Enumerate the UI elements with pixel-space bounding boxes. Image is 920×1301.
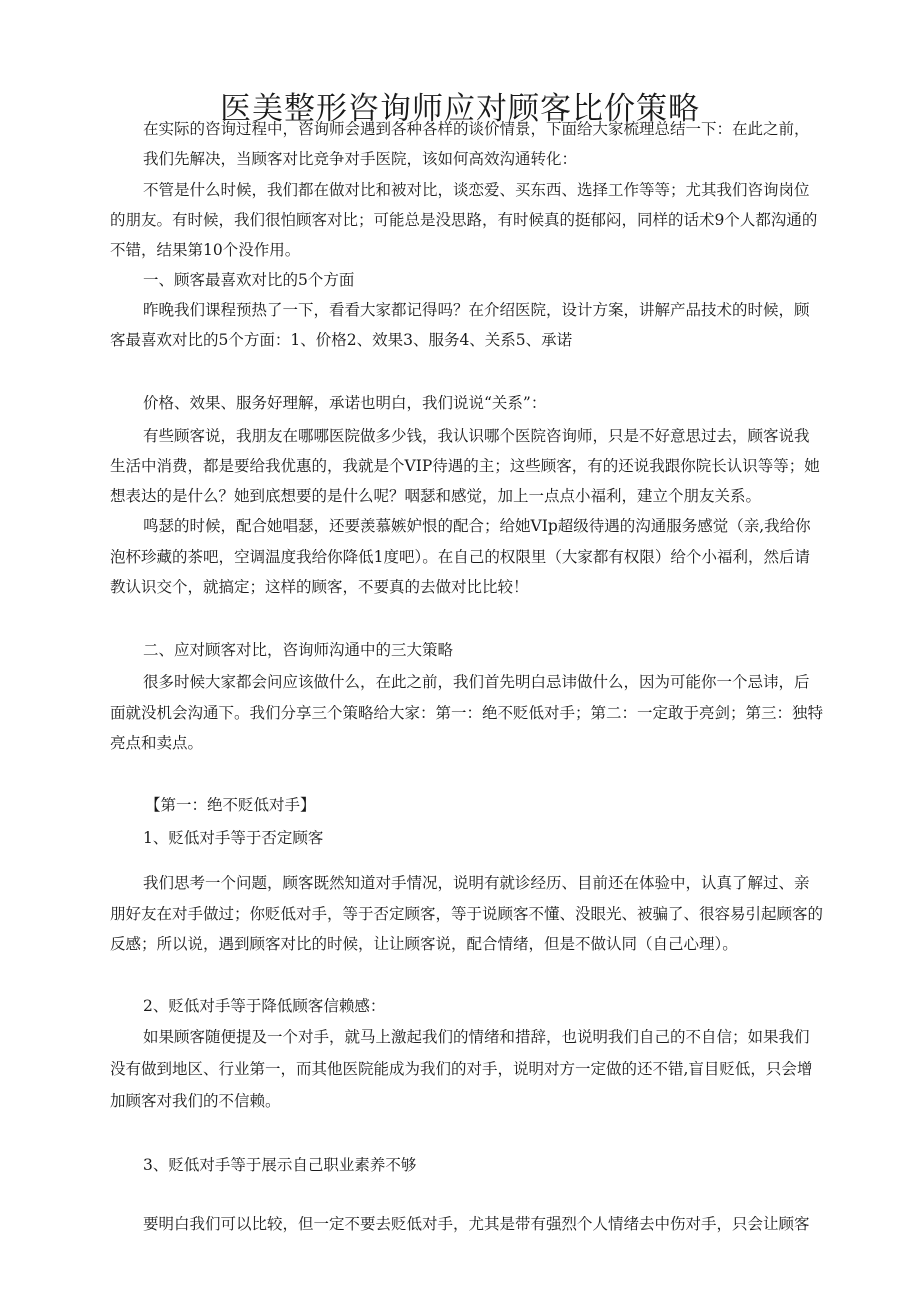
section-heading: 一、顾客最喜欢对比的5个方面 <box>143 271 355 289</box>
paragraph-line: 不管是什么时候，我们都在做对比和被对比，谈恋爱、买东西、选择工作等等；尤其我们咨询岗位 <box>143 181 810 199</box>
paragraph-line: 没有做到地区、行业第一，而其他医院能成为我们的对手，说明对方一定做的还不错,盲目贬低，只会增 <box>110 1060 813 1078</box>
paragraph-line: 很多时候大家都会问应该做什么，在此之前，我们首先明白忌讳做什么，因为可能你一个忌讳，后 <box>143 673 810 691</box>
paragraph-line: 要明白我们可以比较，但一定不要去贬低对手，尤其是带有强烈个人情绪去中伤对手，只会让顾客 <box>143 1215 810 1233</box>
paragraph-line: 在实际的咨询过程中，咨询师会遇到各种各样的谈价情景，下面给大家梳理总结一下：在此之前， <box>143 120 810 138</box>
paragraph-line: 的朋友。有时候，我们很怕顾客对比；可能总是没思路，有时候真的挺郁闷，同样的话术9个人都沟通的 <box>110 211 818 229</box>
subsection-heading: 【第一：绝不贬低对手】 <box>145 796 316 814</box>
section-heading: 二、应对顾客对比，咨询师沟通中的三大策略 <box>143 641 454 659</box>
document-title: 医美整形咨询师应对顾客比价策略 <box>220 90 700 127</box>
paragraph-line: 如果顾客随便提及一个对手，就马上激起我们的情绪和措辞，也说明我们自己的不自信；如果我们 <box>143 1028 810 1046</box>
point-heading: 1、贬低对手等于否定顾客 <box>143 829 324 847</box>
paragraph-line: 教认识交个，就搞定；这样的顾客，不要真的去做对比比较！ <box>110 578 529 596</box>
paragraph-line: 我们思考一个问题，顾客既然知道对手情况，说明有就诊经历、目前还在体验中，认真了解过、亲 <box>143 874 810 892</box>
paragraph-line: 加顾客对我们的不信赖。 <box>110 1092 281 1110</box>
paragraph-line: 想表达的是什么？她到底想要的是什么呢？咽瑟和感觉，加上一点点小福利，建立个朋友关系。 <box>110 487 762 505</box>
paragraph-line: 朋好友在对手做过；你贬低对手，等于否定顾客，等于说顾客不懂、没眼光、被骗了、很容易引起顾客的 <box>110 905 824 923</box>
paragraph-line: 生活中消费，都是要给我优惠的，我就是个VIP待遇的主；这些顾客，有的还说我跟你院长认识等等；她 <box>110 457 820 475</box>
paragraph-line: 面就没机会沟通下。我们分享三个策略给大家：第一：绝不贬低对手；第二：一定敢于亮剑；第三：独特 <box>110 704 824 722</box>
paragraph-line: 昨晚我们课程预热了一下，看看大家都记得吗？在介绍医院，设计方案，讲解产品技术的时候，顾 <box>143 301 810 319</box>
paragraph-line: 有些顾客说，我朋友在哪哪医院做多少钱，我认识哪个医院咨询师，只是不好意思过去，顾客说我 <box>143 427 810 445</box>
point-heading: 3、贬低对手等于展示自己职业素养不够 <box>143 1156 417 1174</box>
paragraph-line: 我们先解决，当顾客对比竞争对手医院，该如何高效沟通转化： <box>143 150 578 168</box>
paragraph-line: 客最喜欢对比的5个方面：1、价格2、效果3、服务4、关系5、承诺 <box>110 331 573 349</box>
paragraph-line: 价格、效果、服务好理解，承诺也明白，我们说说“关系”： <box>143 394 547 412</box>
point-heading: 2、贬低对手等于降低顾客信赖感： <box>143 997 386 1015</box>
paragraph-line: 泡杯珍藏的茶吧，空调温度我给你降低1度吧）。在自己的权限里（大家都有权限）给个小福利，然后请 <box>110 548 810 566</box>
paragraph-line: 鸣瑟的时候，配合她唱瑟，还要羡慕嫉妒恨的配合；给她VIp超级待遇的沟通服务感觉（亲,我给你 <box>143 517 811 535</box>
paragraph-line: 反感；所以说，遇到顾客对比的时候，让让顾客说，配合情绪，但是不做认同（自己心理）。 <box>110 935 738 953</box>
paragraph-line: 亮点和卖点。 <box>110 734 204 752</box>
paragraph-line: 不错，结果第10个没作用。 <box>110 241 301 259</box>
